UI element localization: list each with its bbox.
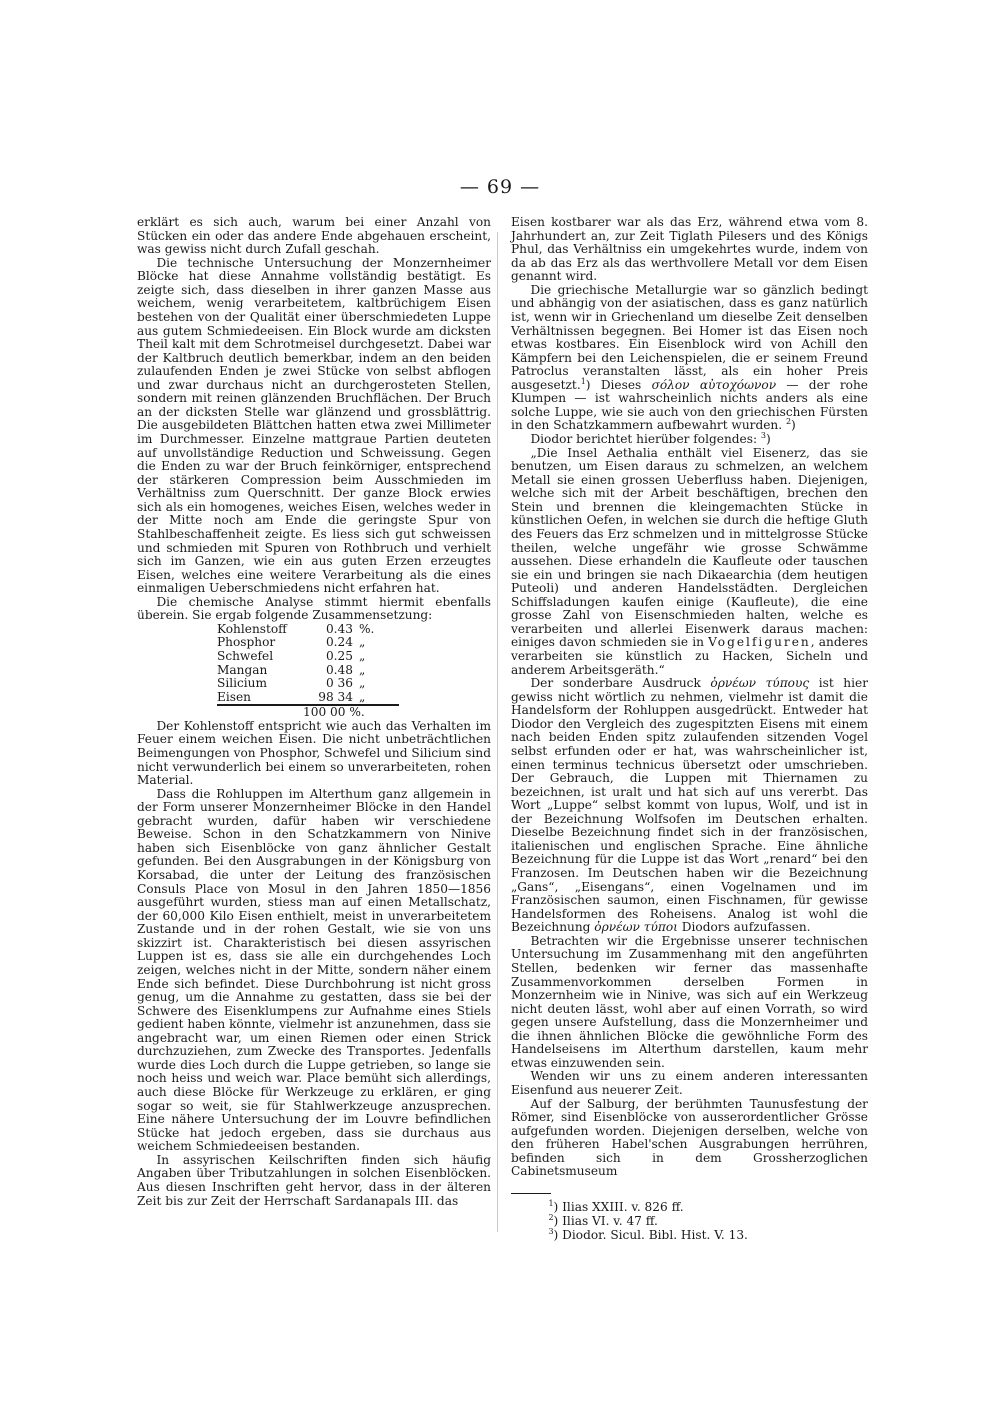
greek-text: ὀρνέων τύπους [710,676,810,691]
analysis-row [217,650,399,664]
analysis-element: Schwefel [217,649,274,663]
analysis-unit: „ [359,691,399,706]
analysis-row [217,636,399,650]
footnote-divider [511,1193,551,1194]
text-run: Dieses [600,377,642,392]
analysis-element: Kohlenstoff [217,621,287,636]
analysis-unit: „ [359,676,366,691]
analysis-value: 0.48 [325,662,353,677]
analysis-element: Eisen [217,691,303,706]
analysis-unit: %. [359,621,375,636]
analysis-unit: „ [359,635,366,650]
page-number: — 69 — [459,176,541,198]
footnote-text: Diodor. Sicul. Bibl. Hist. V. 13. [562,1227,748,1242]
paragraph [511,677,868,935]
analysis-row [217,677,399,691]
text-run: Diodor berichtet hierüber folgendes: [530,432,758,446]
footnote-ref: 2 [785,417,792,427]
analysis-row [217,664,399,678]
paragraph: Betrachten wir die Ergebnisse unserer technischen Untersuchung im Zusammenhang mit den angeführten Stellen, bedenken wir ferner das massenhafte Zusammenvorkommen derselben Formen in Monzernheim wie in Ninive, was sich auf ein Werkzeug nicht deuten lässt, wohl aber auf einen Vorrath, so wird gegen unsere Aufstellung, dass die Monzernheimer und die ihnen ähnlichen Blöcke die gewöhnliche Form des Handelseisens im Alterthum darstellen, kaum mehr etwas einzuwenden sein. [511,933,868,1070]
footnote-mark: 2 [548,1212,554,1222]
greek-text: σόλον αὐτοχόωνον [651,377,777,392]
footnote-mark: 3 [548,1226,554,1236]
analysis-unit: „ [359,662,366,677]
analysis-value: 0.25 [325,649,353,663]
analysis-row [217,623,399,637]
text-run: ist hier gewiss nicht wörtlich zu nehmen, vielmehr ist damit die Handelsform der Rohluppen ausgedrückt. Entweder hat Diodor den Vergleich des zugespitzten Eisens mit einem nach beiden Enden spitz zulaufenden sitzenden Vogel selbst erfunden oder er hat, was wahrscheinlicher ist, einen terminus technicus übersetzt oder umschrieben. Der Gebrauch, die Luppen mit Thiernamen zu bezeichnen, ist uralt und hat sich auf uns vererbt. Das Wort „Luppe“ selbst kommt von lupus, Wolf, und ist in der Bezeichnung Wolfsofen im Deutschen erhalten. Dieselbe Bezeichnung findet sich in der französischen, italienischen und englischen Sprache. Eine ähnliche Bezeichnung für die Luppe ist das Wort „renard“ bei den Franzosen. Im Deutschen haben wir die Bezeichnung „Gans“, „Eisengans“, einen Vogelnamen und im Französischen saumon, einen Fischnamen, für gewisse Handelsformen des Roheisens. Analog ist wohl die Bezeichnung [511,676,868,935]
analysis-value: 98 34 [303,691,359,706]
footnote-ref: 3 [760,430,766,440]
analysis-total: 100 00 %. [303,705,365,720]
analysis-value: 0.43 [325,621,353,636]
analysis-element: Phosphor [217,635,276,650]
paragraph: Dass die Rohluppen im Alterthum ganz allgemein in der Form unserer Monzernheimer Blöcke in den Handel gebracht wurden, dafür haben wir verschiedene Beweise. Schon in den Schatzkammern von Ninive haben sich Eisenblöcke von ganz ähnlicher Gestalt gefunden. Bei den Ausgrabungen in der Königsburg von Korsabad, die unter der Leitung des französischen Consuls Place von Mosul in den Jahren 1850—1856 ausgeführt wurden, stiess man auf einen Metallschatz, der 60,000 Kilo Eisen enthielt, meist in unverarbeitetem Zustande und in der rohen Gestalt, wie sie von uns skizzirt ist. Charakteristisch bei diesen assyrischen Luppen ist es, dass sie alle ein durchgehendes Loch zeigen, welches nicht in der Mitte, sondern näher einem Ende sich befindet. Diese Durchbohrung ist nicht gross genug, um die Annahme zu gestatten, dass sie bei der Schwere des Eisenklumpens zur Aufnahme eines Stiels gedient haben könnte, vielmehr ist anzunehmen, dass sie angebracht war, um einen Riemen oder einen Strick durchzuziehen, zum Zwecke des Transportes. Jedenfalls wurde dies Loch durch die Luppe getrieben, so lange sie noch heiss und weich war. Place bemüht sich allerdings, auch diese Blöcke für Werkzeuge zu erklären, er ging sogar so weit, sie für Stahlwerkzeuge anzusprechen. Eine nähere Untersuchung der im Louvre befindlichen Stücke hat jedoch ergeben, dass sie durchaus aus weichem Schmiedeeisen bestanden. [137,786,491,1154]
text-run: Diodors aufzufassen. [681,920,811,935]
text-run: — der rohe Klumpen — ist wahrscheinlich nichts anders als eine solche Luppe, wie sie auch von den griechischen Fürsten in den Schatzkammern aufbewahrt wurden. [511,377,868,433]
footnote-text: Ilias XXIII. v. 826 ff. [562,1199,684,1214]
analysis-table [217,623,399,706]
analysis-element: Mangan [217,662,268,677]
analysis-element: Silicium [217,676,267,691]
footnote-ref: 1 [580,376,586,386]
paragraph: Die technische Untersuchung der Monzernheimer Blöcke hat diese Annahme vollständig bestätigt. Es zeigte sich, dass dieselben in ihrer ganzen Masse aus weichem, wenig verarbeitetem, kaltbrüchigem Eisen bestehen von der Qualität einer überschmiedeten Luppe aus gutem Schmiedeeisen. Ein Block wurde am dicksten Theil kalt mit dem Schrotmeisel durchgesetzt. Dabei war der Kaltbruch deutlich bemerkbar, indem an den beiden zulaufenden Enden je zwei Stücke von selbst abflogen und zwar durchaus nicht an durchgerosteten Stellen, sondern mit reinen glänzenden Bruchflächen. Der Bruch an der dicksten Stelle war glänzend und grossblättrig. Die ausgebildeten Blättchen hatten etwa zwei Millimeter im Durchmesser. Einzelne mattgraue Partien deuteten auf unvollständige Reduction und Schweissung. Gegen die Enden zu war der Bruch feinkörniger, entsprechend der stärkeren Compression beim Ausschmieden im Verhältniss zum Querschnitt. Der ganze Block erwies sich als ein homogenes, weiches Eisen, welches weder in der Mitte noch am Ende die geringste Spur von Stahlbeschaffenheit zeigte. Es liess sich gut schweissen und schmieden mit Spuren von Rothbruch und verhielt sich im Ganzen, wie ein aus guten Erzen erzeugtes Eisen, welches eine weitere Verarbeitung als die eines einmaligen Ueberschmiedens nicht erfahren hat. [137,255,491,596]
footnote-text: Ilias VI. v. 47 ff. [562,1213,658,1228]
text-run: Der sonderbare Ausdruck [530,676,701,691]
text-run: „Die Insel Aethalia enthält viel Eisenerz, das sie benutzen, um Eisen daraus zu schmelzen, an welchem Metall sie einen grossen Ueberfluss haben. Diejenigen, welche sich mit der Arbeit beschäftigen, brechen den Stein und brennen die kleingemachten Stücke in künstlichen Oefen, in welchen sie durch die heftige Gluth des Feuers das Erz schmelzen und in mittelgrosse Stücke theilen, welche ungefähr wie grosse Schwämme aussehen. Diese erhandeln die Kaufleute oder tauschen sie ein und bringen sie nach Dikaearchia (dem heutigen Puteoli) und anderen Handelsstädten. Dergleichen Schiffsladungen kaufen einige (Kaufleute), die eine grosse Zahl von Eisenschmieden halten, welche es verarbeiten und allerlei Eisenwerk daraus machen: einiges davon schmieden sie in [511,445,868,650]
right-column [511,216,868,1242]
paragraph: Der Kohlenstoff entspricht wie auch das Verhalten im Feuer einem weichen Eisen. Die nicht unbeträchtlichen Beimengungen von Phosphor, Schwefel und Silicium sind nicht verwunderlich bei einem so unverarbeiteten, rohen Material. [137,718,491,788]
footnote: $^3$) Diodor. Sicul. Bibl. Hist. V. 13. [548,1226,748,1242]
paragraph [511,447,868,678]
left-column [137,216,491,1208]
column-divider [497,232,498,1232]
analysis-row [217,691,399,706]
footnote-mark: 1 [548,1198,554,1208]
paragraph: Wenden wir uns zu einem anderen interessanten Eisenfund aus neuerer Zeit. [511,1069,868,1097]
text-run: , anderes verarbeiten sie künstlich zu Hacken, Sicheln und anderem Arbeitsgeräth.“ [511,635,869,677]
analysis-value: 0 36 [325,676,353,691]
paragraph: Die griechische Metallurgie war so gänzlich bedingt und abhängig von der asiatischen, dass es ganz natürlich ist, wenn wir in Griechenland um dieselbe Zeit denselben Verhältnissen begegnen. Bei Homer ist das Eisen noch etwas kostbares. Ein Eisenblock wird von Achill den Kämpfern bei den Leichenspielen, die er seinem Freund Patroclus veranstalten lässt, als ein hoher Preis ausgesetzt.$^1$) Dieses σόλον αὐτοχόωνον — der rohe Klumpen — ist wahrscheinlich nichts anders als eine solche Luppe, wie sie auch von den griechischen Fürsten in den Schatzkammern aufbewahrt wurden. $^2$) [511,282,868,433]
paragraph: Die chemische Analyse stimmt hiermit ebenfalls überein. Sie ergab folgende Zusammensetzung: [137,594,491,623]
paragraph: Eisen kostbarer war als das Erz, während etwa vom 8. Jahrhundert an, zur Zeit Tiglath Pilesers und des Königs Phul, das Verhältniss ein umgekehrtes wurde, indem von da ab das Erz als das werthvollere Metall vor dem Eisen genannt wird. [511,215,868,284]
footnote: $^2$) Ilias VI. v. 47 ff. [548,1212,658,1228]
paragraph: Auf der Salburg, der berühmten Taunusfestung der Römer, sind Eisenblöcke von ausserordentlicher Grösse aufgefunden worden. Diejenigen derselben, welche von den früheren Habel'schen Ausgrabungen herrühren, befinden sich in dem Grossherzoglichen Cabinetsmuseum [511,1096,868,1179]
footnote: $^1$) Ilias XXIII. v. 826 ff. [548,1198,684,1214]
analysis-value: 0.24 [325,635,353,650]
paragraph: Diodor berichtet hierüber folgendes: $^3$) [530,430,771,446]
greek-text: ὀρνέων τύποι [594,920,678,935]
paragraph: In assyrischen Keilschriften finden sich häufig Angaben über Tributzahlungen in solchen Eisenblöcken. Aus diesen Inschriften geht hervor, dass in der älteren Zeit bis zur Zeit der Herrschaft Sardanapals III. das [137,1152,491,1208]
spaced-emphasis: Vogelfiguren [708,635,811,650]
text-run: Die griechische Metallurgie war so gänzlich bedingt und abhängig von der asiatischen, dass es ganz natürlich ist, wenn wir in Griechenland um dieselbe Zeit denselben Verhältnissen begegnen. Bei Homer ist das Eisen noch etwas kostbares. Ein Eisenblock wird von Achill den Kämpfern bei den Leichenspielen, die er seinem Freund Patroclus veranstalten lässt, als ein hoher Preis ausgesetzt. [511,282,868,392]
analysis-unit: „ [359,649,366,663]
footnotes [511,1200,868,1242]
paragraph: erklärt es sich auch, warum bei einer Anzahl von Stücken ein oder das andere Ende abgehauen erscheint, was gewiss nicht durch Zufall geschah. [137,215,491,257]
